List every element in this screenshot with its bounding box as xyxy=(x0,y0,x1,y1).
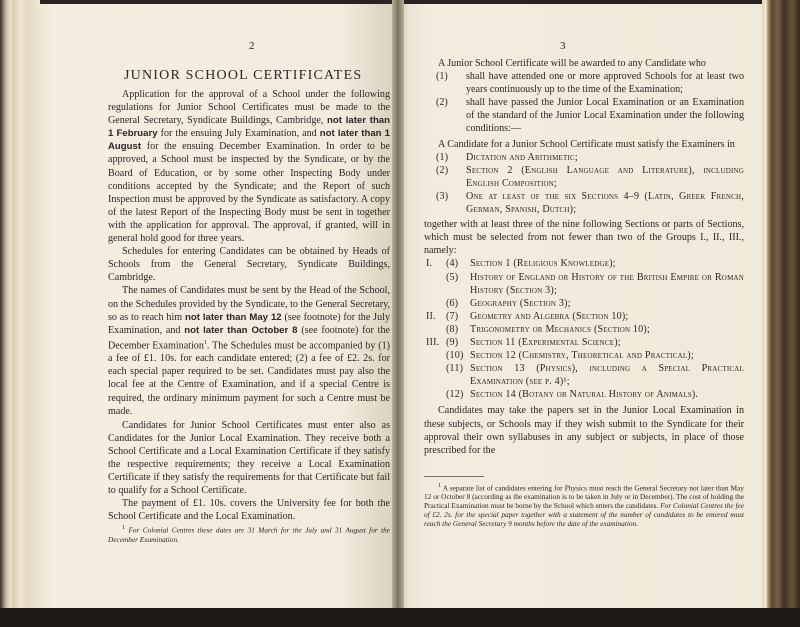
paragraph-intro: A Junior School Certificate will be awarded to any Candidate who xyxy=(438,58,706,69)
paragraph-payment: The payment of £1. 10s. covers the University fee for both the School Certificate and the Local Examination. xyxy=(108,498,390,523)
paragraph-candidates: Candidates for Junior School Certificates must enter also as Candidates for the Junior Local Examination. They receive both a School Certificate and a Local Examination Certificate if they satisfy the respective requirements; they receive a Local Examination Certificate if they satisfy the requirements for that Certificate but fail to qualify for a School Certificate. xyxy=(108,419,390,497)
group-item: (6) Geography (Section 3); xyxy=(446,297,571,309)
left-footnote: $^1$ For Colonial Centres these dates are 31 March for the July and 31 August for the December Examination. xyxy=(108,525,390,544)
group-item: II. (7) Geometry and Algebra (Section 10); xyxy=(426,310,629,322)
group-item: (12) Section 14 (Botany or Natural History of Animals). xyxy=(446,389,699,401)
requirement-item: (1) Dictation and Arithmetic; xyxy=(436,151,578,163)
condition-item: (2) shall have passed the Junior Local Examination or an Examination of the standard of the Junior Local Examination under the following conditions:— xyxy=(436,97,744,135)
paragraph-application: Application for the approval of a School under the following regulations for Junior School Certificates must be made to the General Secretary, Syndicate Buildings, Cambridge, not later than 1 February for the ensuing July Examination, and not later than 1 August for the ensuing December Examination. In order to be approved, a School must be inspected by the Syndicate, or by the Board of Education, or by some other Inspecting Body under conditions accepted by the Syndicate; and the Report of such Inspection must be approved by the Syndicate as satisfactory. A copy of the latest Report of the Inspecting Body must be sent in together with the application for approval. The approval, if granted, will in general hold good for three years. xyxy=(108,89,391,245)
left-body xyxy=(108,88,390,544)
book-spine xyxy=(392,0,404,627)
requirement-item: (3) One at least of the six Sections 4–9 (Latin, Greek French, German, Spanish, Dutch); xyxy=(436,190,744,216)
group-item: I. (4) Section 1 (Religious Knowledge); xyxy=(426,258,616,270)
requirement-item: (2) Section 2 (English Language and Literature), including English Composition; xyxy=(436,164,744,189)
left-page-number: 2 xyxy=(249,40,255,52)
paragraph-names: The names of Candidates must be sent by the Head of the School, on the Schedules provided by the Syndicate, to the General Secretary, so as to reach him not later than May 12 (see footnote) for the July Examination, and not later than October 8 (see footnote) for the December Examination$^1$. The Schedules must be accompanied by (1) a fee of £1. 10s. for each candidate entered; (2) a fee of £2. 2s. for each special paper required to be set. Candidates must pay also the local fee at the Centre of Examination, and if a special Centre is required, the ordinary minimum payment for such a Centre must be made. xyxy=(108,285,391,417)
bottom-cover xyxy=(0,608,800,627)
right-page-number: 3 xyxy=(560,40,566,52)
condition-item: (1) shall have attended one or more approved Schools for at least two years continuously up to the time of the Examination; xyxy=(436,71,744,96)
paragraph-satisfy: A Candidate for a Junior School Certificate must satisfy the Examiners in xyxy=(438,138,735,150)
footnote-rule xyxy=(424,476,484,477)
group-item: (5) History of England or History of the British Empire or Roman History (Section 3); xyxy=(446,271,744,296)
group-item: (10) Section 12 (Chemistry, Theoretical and Practical); xyxy=(446,350,694,362)
group-item: (11) Section 13 (Physics), including a Special Practical Examination (see p. 4)¹; xyxy=(446,363,744,388)
paragraph-together: together with at least three of the nine following Sections or parts of Sections, which must be selected from not fewer than two of the Groups I., II., III., namely: xyxy=(424,219,744,257)
paragraph-papers: Candidates may take the papers set in the Junior Local Examination in these subjects, or Schools may if they wish submit to the Syndicate for their approval their own syllabuses in any subject or subjects, in place of those prescribed for the xyxy=(424,405,744,456)
paragraph-schedules: Schedules for entering Candidates can be obtained by Heads of Schools from the General Secretary, Syndicate Buildings, Cambridge. xyxy=(108,246,390,284)
right-body xyxy=(424,57,744,457)
page-title: JUNIOR SCHOOL CERTIFICATES xyxy=(124,68,363,83)
right-footnote: $^1$ A separate list of candidates entering for Physics must reach the General Secretary not later than May 12 or October 8 (according as the examination is to be taken in July or in December). The cost of holding the Practical Examination must be borne by the School which enters the candidates. For Colonial Centres the fee of £2. 2s. for the special paper together with a statement of the number of candidates to be entered must reach the General Secretary 9 months before the date of the examination. xyxy=(424,483,744,529)
right-page-edges xyxy=(762,0,800,627)
group-item: III. (9) Section 11 (Experimental Science); xyxy=(426,336,621,348)
group-item: (8) Trigonometry or Mechanics (Section 10); xyxy=(446,323,650,335)
